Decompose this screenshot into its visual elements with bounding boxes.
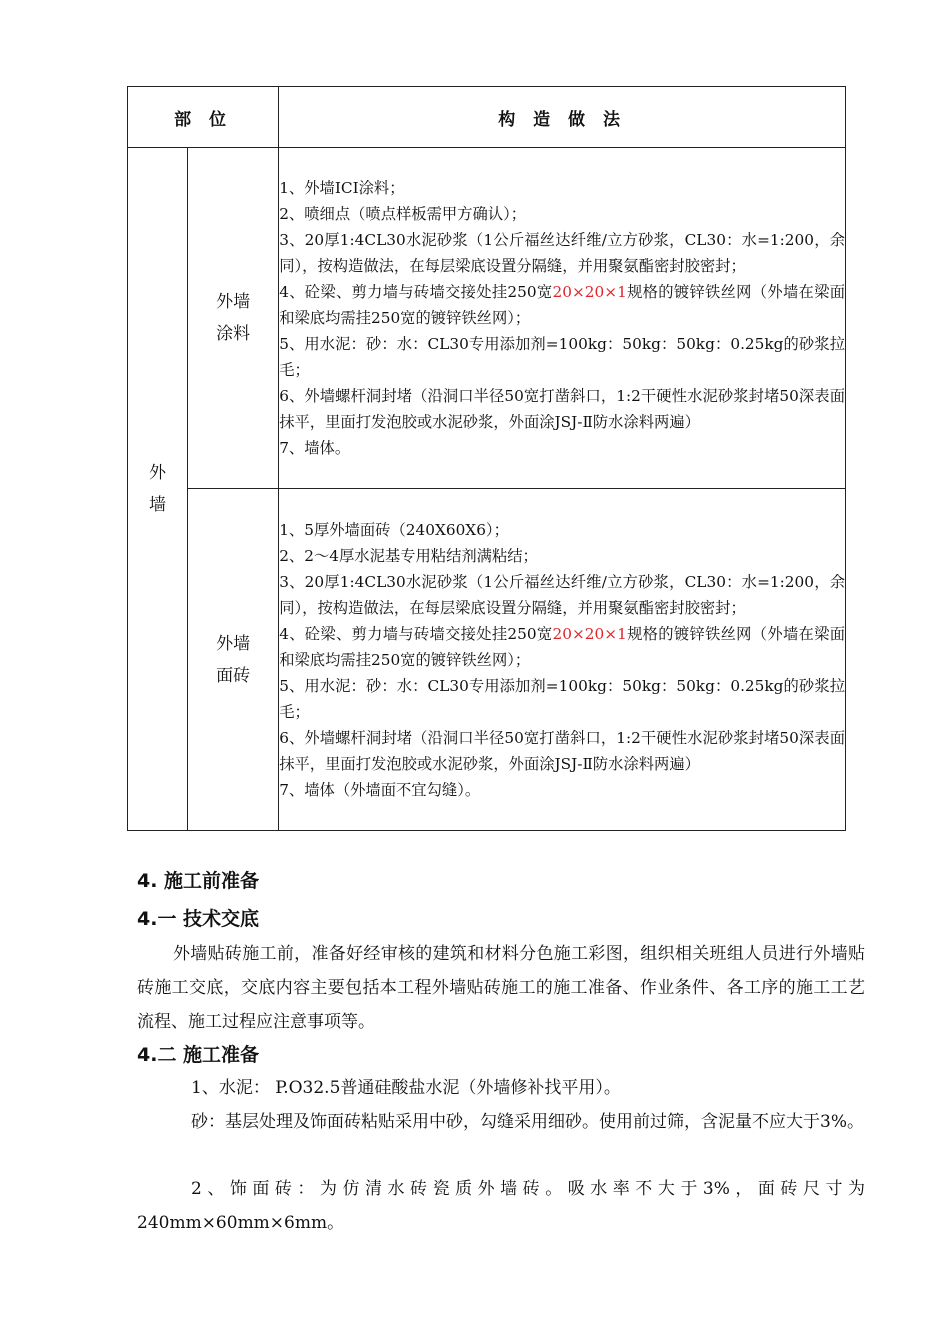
subsection-heading: 4.二 施工准备 xyxy=(137,1044,260,1066)
step-item xyxy=(279,279,845,331)
subcategory-label: 涂料 xyxy=(216,324,251,344)
step-item: 7、墙体（外墙面不宜勾缝）。 xyxy=(279,780,481,799)
step-item: 5、用水泥：砂：水：CL30专用添加剂=100kg：50kg：50kg：0.25kg的砂浆拉毛； xyxy=(279,676,845,721)
table-header-row xyxy=(128,87,846,148)
step-text: 规格的镀锌铁丝网（外墙在梁面和梁底均需挂250宽的镀锌铁丝网）； xyxy=(279,283,845,327)
category-label: 墙 xyxy=(149,495,167,515)
header-method: 构 造 做 法 xyxy=(279,87,846,148)
step-item: 5、用水泥：砂：水：CL30专用添加剂=100kg：50kg：50kg：0.25kg的砂浆拉毛； xyxy=(279,335,845,379)
spec-highlight: 20×20×1 xyxy=(552,624,627,643)
body-paragraph: 1、水泥： P.O32.5普通硅酸盐水泥（外墙修补找平用）。 xyxy=(191,1078,621,1098)
body-paragraph: 2、饰面砖：为仿清水砖瓷质外墙砖。吸水率不大于3%，面砖尺寸为240mm×60mm×6mm。 xyxy=(137,1179,865,1233)
step-text: 4、砼梁、剪力墙与砖墙交接处挂250宽 xyxy=(279,624,553,643)
step-text: 规格的镀锌铁丝网（外墙在梁面和梁底均需挂250宽的镀锌铁丝网）； xyxy=(279,624,845,669)
step-item: 2、2～4厚水泥基专用粘结剂满粘结； xyxy=(279,546,538,565)
step-item xyxy=(279,621,845,673)
step-item: 3、20厚1:4CL30水泥砂浆（1公斤福丝达纤维/立方砂浆，CL30：水=1:200，余同），按构造做法，在每层梁底设置分隔缝，并用聚氨酯密封胶密封； xyxy=(279,572,845,617)
subcategory-label: 面砖 xyxy=(216,665,251,686)
step-item: 7、墙体。 xyxy=(279,439,351,457)
step-item: 1、5厚外墙面砖（240X60X6）； xyxy=(279,520,509,539)
steps-cell xyxy=(279,148,846,489)
step-item: 2、喷细点（喷点样板需甲方确认）； xyxy=(279,205,527,223)
step-text: 4、砼梁、剪力墙与砖墙交接处挂250宽 xyxy=(279,283,553,301)
subcategory-cell xyxy=(188,148,279,489)
body-paragraph: 外墙贴砖施工前，准备好经审核的建筑和材料分色施工彩图，组织相关班组人员进行外墙贴砖施工交底，交底内容主要包括本工程外墙贴砖施工的施工准备、作业条件、各工序的施工工艺流程、施工过程应注意事项等。 xyxy=(137,944,865,1032)
step-item: 3、20厚1:4CL30水泥砂浆（1公斤福丝达纤维/立方砂浆，CL30：水=1:200，余同），按构造做法，在每层梁底设置分隔缝，并用聚氨酯密封胶密封； xyxy=(279,231,845,275)
subcategory-label: 外墙 xyxy=(216,633,251,654)
table-row xyxy=(128,148,846,489)
construction-table xyxy=(127,86,846,831)
category-label: 外 xyxy=(149,463,167,483)
section-heading: 4. 施工前准备 xyxy=(137,870,260,892)
subcategory-cell xyxy=(188,489,279,831)
steps-cell xyxy=(279,489,846,831)
subcategory-label: 外墙 xyxy=(216,292,251,312)
step-item: 6、外墙螺杆洞封堵（沿洞口半径50宽打凿斜口，1:2干硬性水泥砂浆封堵50深表面抹平，里面打发泡胶或水泥砂浆，外面涂JSJ-Ⅱ防水涂料两遍） xyxy=(279,728,845,773)
subsection-heading: 4.一 技术交底 xyxy=(137,908,260,930)
spec-highlight: 20×20×1 xyxy=(552,283,627,301)
table-row xyxy=(128,489,846,831)
header-part: 部 位 xyxy=(128,87,279,148)
body-paragraph: 砂：基层处理及饰面砖粘贴采用中砂，勾缝采用细砂。使用前过筛，含泥量不应大于3%。 xyxy=(191,1112,864,1132)
step-item: 1、外墙ICI涂料； xyxy=(279,179,405,197)
category-cell xyxy=(128,148,188,831)
step-item: 6、外墙螺杆洞封堵（沿洞口半径50宽打凿斜口，1:2干硬性水泥砂浆封堵50深表面抹平，里面打发泡胶或水泥砂浆，外面涂JSJ-Ⅱ防水涂料两遍） xyxy=(279,387,845,431)
